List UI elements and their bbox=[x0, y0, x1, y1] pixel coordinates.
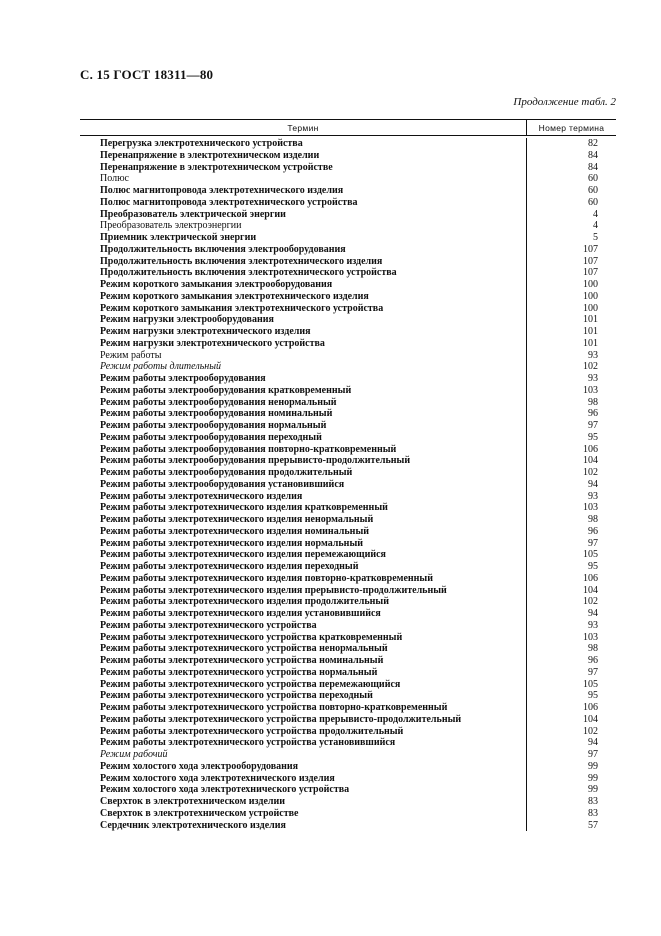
term-number-cell: 103 bbox=[583, 384, 598, 396]
term-cell: Режим работы электротехнического устройства повторно-кратковременный bbox=[100, 702, 448, 713]
terms-table bbox=[80, 119, 616, 831]
term-number-cell: 102 bbox=[583, 361, 598, 373]
term-cell: Режим работы электрооборудования установившийся bbox=[100, 478, 345, 490]
term-cell: Режим работы электрооборудования нормальный bbox=[100, 420, 327, 431]
term-number-cell: 83 bbox=[588, 807, 598, 819]
term-number-cell: 101 bbox=[583, 326, 598, 337]
term-cell: Режим работы электротехнического изделия ненормальный bbox=[100, 514, 374, 525]
term-number-cell: 93 bbox=[588, 349, 598, 361]
term-number-cell: 93 bbox=[588, 373, 598, 384]
term-column bbox=[80, 138, 526, 831]
term-cell: Режим работы электротехнического изделия кратковременный bbox=[100, 502, 388, 514]
term-number-cell: 96 bbox=[588, 408, 598, 420]
table-body bbox=[80, 136, 616, 831]
term-number-cell: 105 bbox=[583, 678, 598, 690]
term-cell: Режим работы электрооборудования bbox=[100, 373, 266, 384]
term-number-cell: 104 bbox=[583, 584, 598, 596]
term-cell: Перенапряжение в электротехническом изделии bbox=[100, 149, 320, 161]
term-cell: Режим работы электротехнического изделия продолжительный bbox=[100, 596, 389, 608]
term-cell: Режим работы длительный bbox=[100, 361, 221, 373]
term-cell: Режим холостого хода электрооборудования bbox=[100, 760, 299, 772]
term-cell: Режим работы электрооборудования кратковременный bbox=[100, 384, 352, 396]
term-number-cell: 95 bbox=[588, 431, 598, 443]
term-cell: Режим работы электрооборудования ненормальный bbox=[100, 396, 337, 408]
term-number-cell: 60 bbox=[588, 196, 598, 208]
term-cell: Режим холостого хода электротехнического устройства bbox=[100, 784, 350, 796]
term-cell: Режим работы электротехнического изделия перемежающийся bbox=[100, 549, 386, 561]
term-number-cell: 104 bbox=[583, 713, 598, 725]
term-number-cell: 84 bbox=[588, 149, 598, 161]
term-number-cell: 84 bbox=[588, 161, 598, 173]
term-number-cell: 93 bbox=[588, 490, 598, 502]
term-number-cell: 100 bbox=[583, 302, 598, 314]
table-continuation-note: Продолжение табл. 2 bbox=[513, 96, 616, 108]
term-cell: Продолжительность включения электротехнического устройства bbox=[100, 267, 397, 279]
term-cell: Режим работы электротехнического устройства bbox=[100, 619, 317, 631]
term-number-cell: 99 bbox=[588, 760, 598, 772]
term-number-cell: 102 bbox=[583, 596, 598, 608]
term-number-cell: 4 bbox=[593, 208, 598, 220]
term-number-cell: 107 bbox=[583, 255, 598, 267]
term-number-cell: 102 bbox=[583, 725, 598, 737]
term-number-cell: 97 bbox=[588, 420, 598, 431]
term-cell: Режим рабочий bbox=[100, 749, 168, 760]
term-number-cell: 94 bbox=[588, 608, 598, 619]
term-number-cell: 106 bbox=[583, 702, 598, 713]
term-number-cell: 95 bbox=[588, 690, 598, 702]
term-cell: Сердечник электротехнического изделия bbox=[100, 819, 286, 831]
term-cell: Режим работы электротехнического изделия установившийся bbox=[100, 608, 381, 619]
term-cell: Режим работы электрооборудования номинальный bbox=[100, 408, 333, 420]
term-cell: Режим работы электрооборудования прерывисто-продолжительный bbox=[100, 455, 411, 467]
term-cell: Режим работы электротехнического изделия нормальный bbox=[100, 537, 364, 549]
term-cell: Режим работы электротехнического устройства перемежающийся bbox=[100, 678, 401, 690]
column-header-number: Номер термина bbox=[526, 120, 616, 135]
term-number-cell: 96 bbox=[588, 525, 598, 537]
table-header-row bbox=[80, 119, 616, 136]
term-cell: Режим короткого замыкания электротехнического изделия bbox=[100, 290, 369, 302]
term-number-cell: 107 bbox=[583, 243, 598, 255]
term-number-cell: 101 bbox=[583, 337, 598, 349]
term-cell: Режим работы электротехнического изделия повторно-кратковременный bbox=[100, 572, 433, 584]
term-number-cell: 96 bbox=[588, 655, 598, 666]
term-number-cell: 103 bbox=[583, 631, 598, 643]
term-cell: Продолжительность включения электрооборудования bbox=[100, 243, 346, 255]
term-cell: Режим нагрузки электрооборудования bbox=[100, 314, 274, 326]
term-number-cell: 57 bbox=[588, 819, 598, 831]
term-number-cell: 97 bbox=[588, 537, 598, 549]
term-number-cell: 98 bbox=[588, 643, 598, 655]
term-cell: Режим нагрузки электротехнического устройства bbox=[100, 337, 325, 349]
term-cell: Режим холостого хода электротехнического изделия bbox=[100, 772, 335, 784]
term-cell: Преобразователь электрической энергии bbox=[100, 208, 286, 220]
term-number-cell: 82 bbox=[588, 138, 598, 149]
term-cell: Перегрузка электротехнического устройства bbox=[100, 138, 303, 149]
term-cell: Режим короткого замыкания электротехнического устройства bbox=[100, 302, 384, 314]
term-cell: Режим работы электротехнического устройства прерывисто-продолжительный bbox=[100, 713, 462, 725]
term-number-cell: 60 bbox=[588, 173, 598, 185]
term-cell: Режим работы электротехнического устройства номинальный bbox=[100, 655, 384, 666]
term-cell: Режим работы электротехнического устройства продолжительный bbox=[100, 725, 404, 737]
term-number-cell: 94 bbox=[588, 478, 598, 490]
term-number-cell: 83 bbox=[588, 796, 598, 807]
term-cell: Перенапряжение в электротехническом устройстве bbox=[100, 161, 333, 173]
term-number-cell: 100 bbox=[583, 290, 598, 302]
term-number-cell: 99 bbox=[588, 784, 598, 796]
term-cell: Полюс магнитопровода электротехнического устройства bbox=[100, 196, 358, 208]
term-cell: Сверхток в электротехническом изделии bbox=[100, 796, 286, 807]
number-column bbox=[526, 138, 616, 831]
term-number-cell: 100 bbox=[583, 279, 598, 290]
term-cell: Сверхток в электротехническом устройстве bbox=[100, 807, 299, 819]
term-cell: Режим работы электротехнического изделия прерывисто-продолжительный bbox=[100, 584, 447, 596]
term-number-cell: 95 bbox=[588, 561, 598, 572]
term-number-cell: 107 bbox=[583, 267, 598, 279]
term-number-cell: 97 bbox=[588, 666, 598, 678]
term-cell: Режим работы электротехнического устройства ненормальный bbox=[100, 643, 388, 655]
term-cell: Режим работы электротехнического устройства установившийся bbox=[100, 737, 396, 749]
term-cell: Приемник электрической энергии bbox=[100, 232, 257, 243]
term-cell: Режим нагрузки электротехнического изделия bbox=[100, 326, 311, 337]
term-number-cell: 97 bbox=[588, 749, 598, 760]
term-cell: Режим работы электротехнического изделия bbox=[100, 490, 303, 502]
term-cell: Режим работы электротехнического устройства кратковременный bbox=[100, 631, 403, 643]
term-cell: Режим короткого замыкания электрооборудования bbox=[100, 279, 333, 290]
term-number-cell: 5 bbox=[593, 232, 598, 243]
term-cell: Режим работы электротехнического устройства нормальный bbox=[100, 666, 378, 678]
term-number-cell: 98 bbox=[588, 514, 598, 525]
term-number-cell: 93 bbox=[588, 619, 598, 631]
term-number-cell: 102 bbox=[583, 467, 598, 478]
term-cell: Продолжительность включения электротехнического изделия bbox=[100, 255, 383, 267]
term-cell: Режим работы электрооборудования продолжительный bbox=[100, 467, 353, 478]
term-cell: Режим работы электротехнического изделия номинальный bbox=[100, 525, 370, 537]
term-number-cell: 106 bbox=[583, 572, 598, 584]
term-number-cell: 99 bbox=[588, 772, 598, 784]
term-cell: Режим работы электротехнического изделия переходный bbox=[100, 561, 359, 572]
term-number-cell: 4 bbox=[593, 220, 598, 232]
term-number-cell: 98 bbox=[588, 396, 598, 408]
term-cell: Режим работы электрооборудования повторно-кратковременный bbox=[100, 443, 397, 455]
term-number-cell: 60 bbox=[588, 185, 598, 196]
term-number-cell: 103 bbox=[583, 502, 598, 514]
term-number-cell: 106 bbox=[583, 443, 598, 455]
term-number-cell: 94 bbox=[588, 737, 598, 749]
term-cell: Режим работы электротехнического устройства переходный bbox=[100, 690, 373, 702]
column-header-term: Термин bbox=[287, 123, 319, 133]
term-cell: Полюс bbox=[100, 173, 129, 185]
term-cell: Режим работы bbox=[100, 349, 162, 361]
term-number-cell: 101 bbox=[583, 314, 598, 326]
term-cell: Полюс магнитопровода электротехнического изделия bbox=[100, 185, 344, 196]
term-number-cell: 105 bbox=[583, 549, 598, 561]
page-header: С. 15 ГОСТ 18311—80 bbox=[80, 67, 214, 82]
term-cell: Преобразователь электроэнергии bbox=[100, 220, 242, 232]
term-number-cell: 104 bbox=[583, 455, 598, 467]
term-cell: Режим работы электрооборудования переходный bbox=[100, 431, 322, 443]
